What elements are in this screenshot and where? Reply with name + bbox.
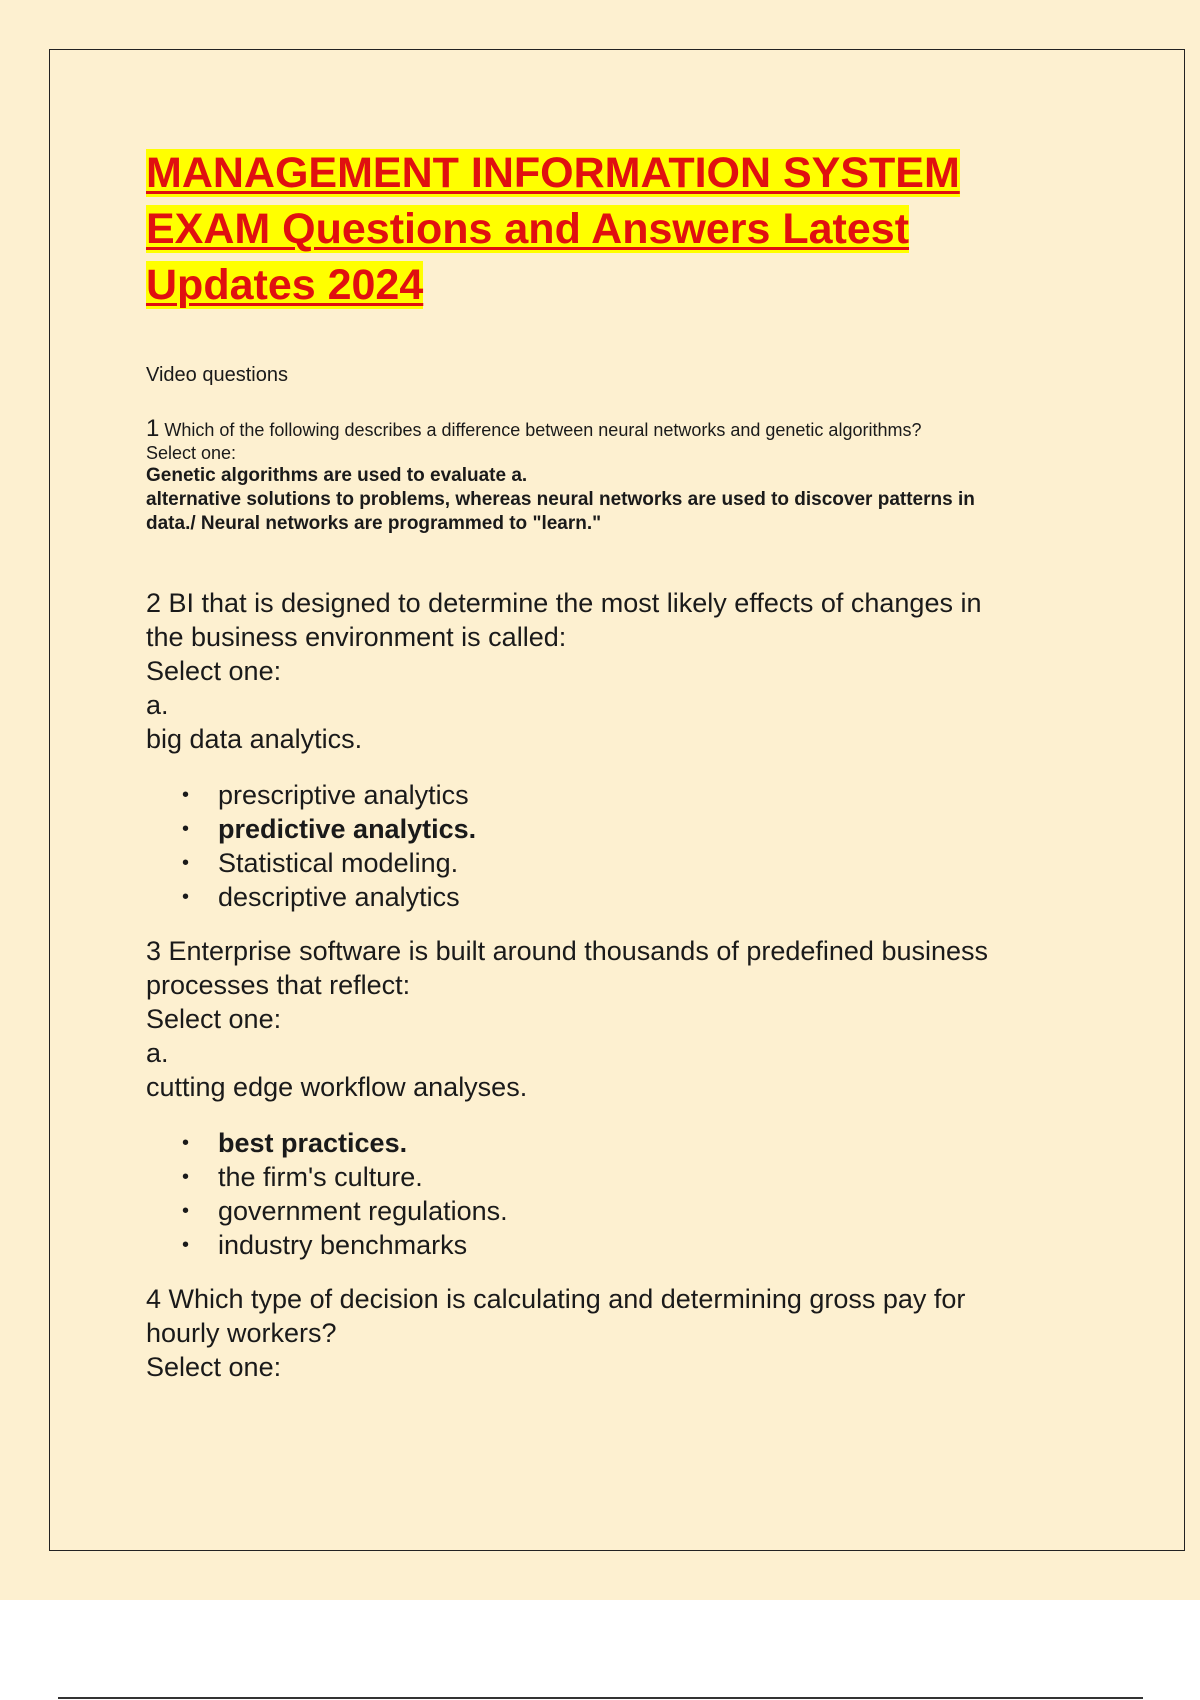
question-2-select-label: Select one: [146, 656, 282, 686]
question-1-select-label: Select one: [146, 443, 237, 463]
bullet-icon: • [182, 1166, 190, 1188]
document-content [146, 145, 1086, 1384]
question-3-option-1-correct: • best practices. [182, 1128, 408, 1158]
question-1-number: 1 [146, 415, 160, 442]
question-3-option-4: • industry benchmarks [182, 1230, 468, 1260]
question-1-answer-line-2: alternative solutions to problems, whereas neural networks are used to discover patterns in [146, 489, 975, 510]
question-4-text-line-1: 4 Which type of decision is calculating and determining gross pay for [146, 1284, 966, 1314]
question-2-text-line-2: the business environment is called: [146, 622, 567, 652]
question-1 [146, 417, 1086, 536]
bullet-icon: • [182, 1200, 190, 1222]
question-3-option-letter: a. [146, 1038, 169, 1068]
question-3-text-line-1: 3 Enterprise software is built around thousands of predefined business [146, 936, 989, 966]
question-3-options [146, 1126, 1086, 1262]
bullet-icon: • [182, 1132, 190, 1154]
document-title [146, 145, 1086, 313]
question-3-text-line-2: processes that reflect: [146, 970, 411, 1000]
bullet-icon: • [182, 1234, 190, 1256]
question-3-select-label: Select one: [146, 1004, 282, 1034]
question-3-option-a: cutting edge workflow analyses. [146, 1072, 528, 1102]
bullet-icon: • [182, 818, 190, 840]
question-2-text-line-1: 2 BI that is designed to determine the most likely effects of changes in [146, 588, 982, 618]
question-1-prompt [146, 417, 1086, 442]
question-1-answer-line-3: data./ Neural networks are programmed to "learn." [146, 513, 602, 534]
question-2-option-a: big data analytics. [146, 724, 363, 754]
question-2 [146, 586, 1086, 914]
bullet-icon: • [182, 852, 190, 874]
bullet-icon: • [182, 784, 190, 806]
question-2-option-letter: a. [146, 690, 169, 720]
question-3-option-3: • government regulations. [182, 1196, 508, 1226]
footer-divider [58, 1697, 1143, 1699]
question-3 [146, 934, 1086, 1262]
question-1-answer-line-1: Genetic algorithms are used to evaluate a. [146, 465, 528, 486]
section-label: Video questions [146, 364, 288, 386]
question-3-option-2: • the firm's culture. [182, 1162, 423, 1192]
question-2-option-4: • descriptive analytics [182, 882, 460, 912]
question-4-text-line-2: hourly workers? [146, 1318, 337, 1348]
question-2-options [146, 778, 1086, 914]
title-line-1: MANAGEMENT INFORMATION SYSTEM [146, 149, 960, 197]
bullet-icon: • [182, 886, 190, 908]
question-2-option-3: • Statistical modeling. [182, 848, 459, 878]
question-4-select-label: Select one: [146, 1352, 282, 1382]
question-2-option-2-correct: • predictive analytics. [182, 814, 477, 844]
question-4 [146, 1282, 1086, 1384]
question-2-option-1: • prescriptive analytics [182, 780, 469, 810]
title-line-3: Updates 2024 [146, 261, 424, 309]
question-1-text: Which of the following describes a difference between neural networks and genetic algorithms? [164, 420, 922, 440]
title-line-2: EXAM Questions and Answers Latest [146, 205, 910, 253]
